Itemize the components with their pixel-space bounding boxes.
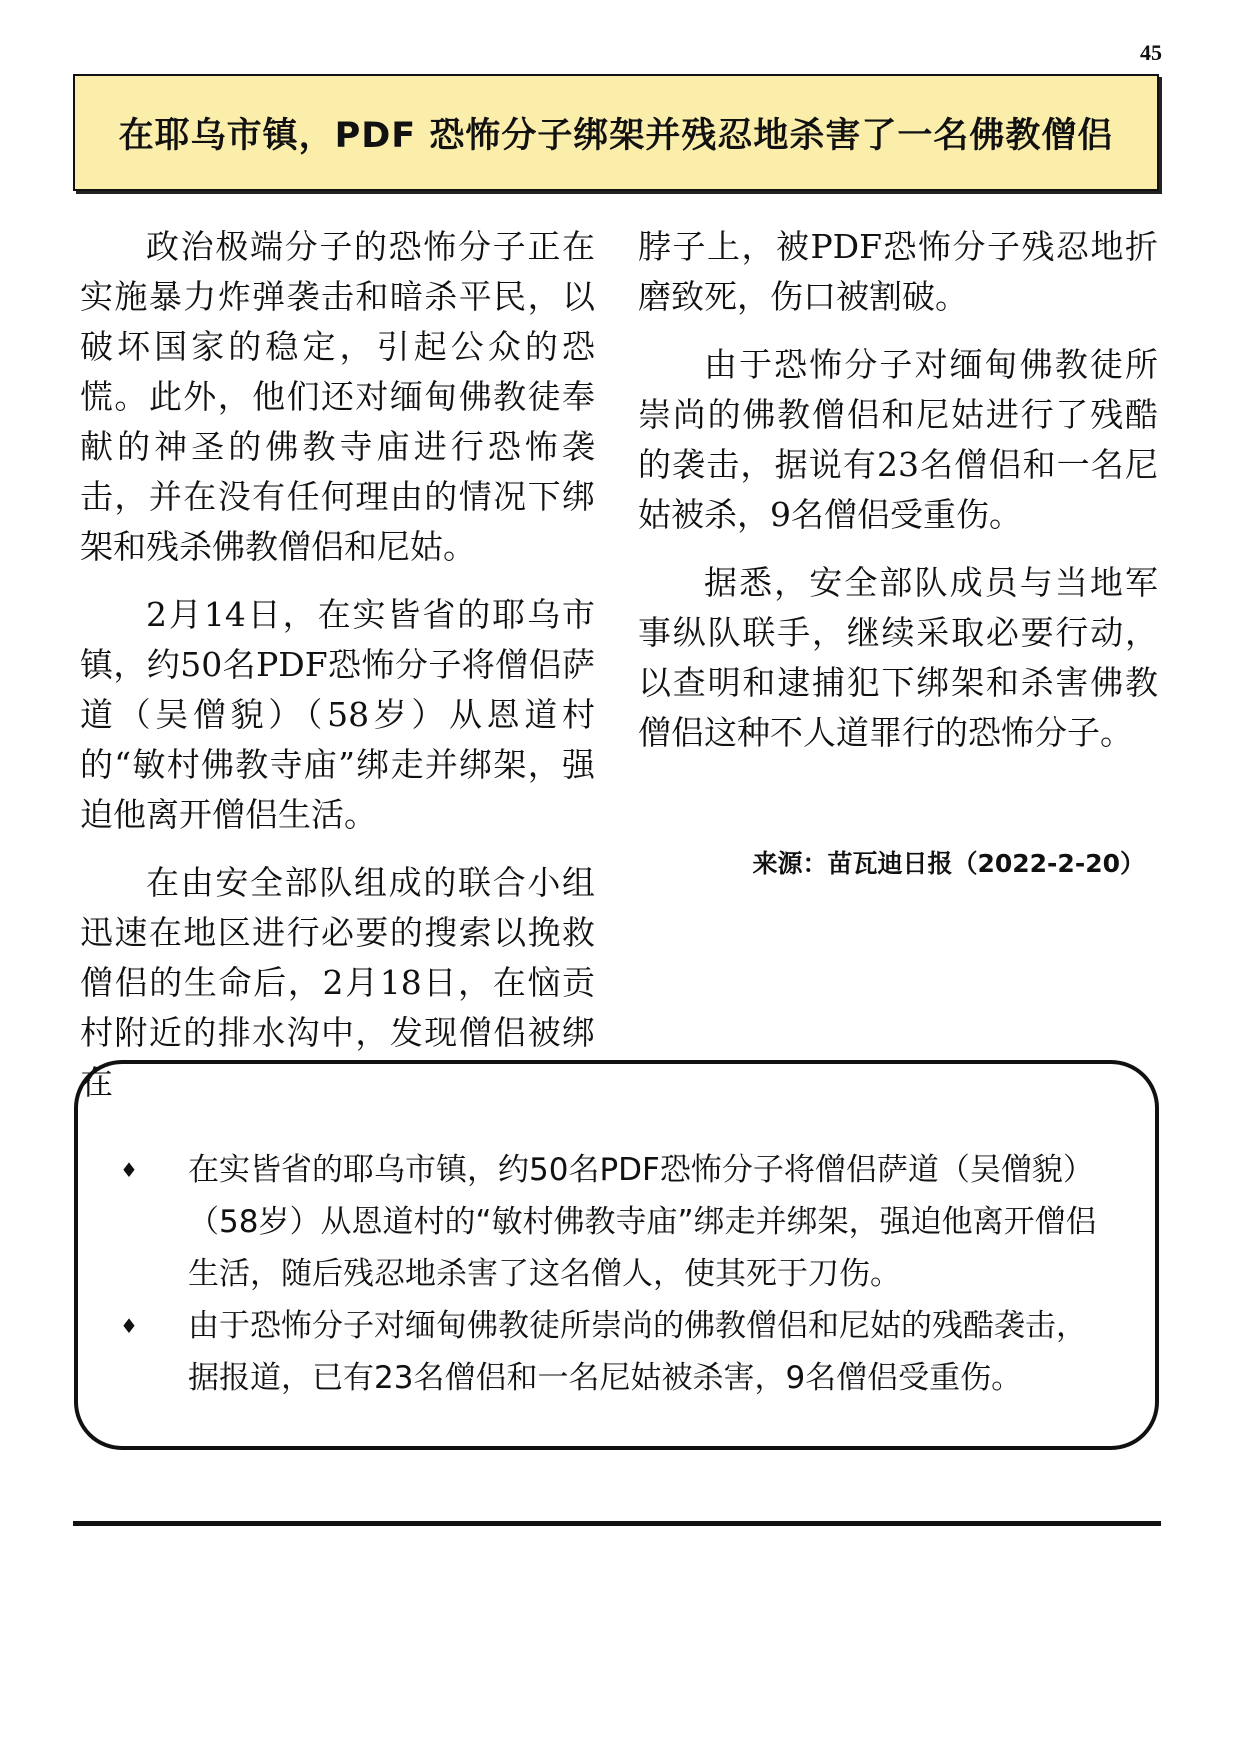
summary-item: [108, 1144, 1115, 1300]
paragraph: 政治极端分子的恐怖分子正在实施暴力炸弹袭击和暗杀平民，以破坏国家的稳定，引起公众的恐慌。此外，他们还对缅甸佛教徒奉献的神圣的佛教寺庙进行恐怖袭击，并在没有任何理由的情况下绑架和残杀佛教僧侣和尼姑。: [80, 227, 595, 566]
summary-item: [108, 1300, 1115, 1404]
summary-item-text: 由于恐怖分子对缅甸佛教徒所崇尚的佛教僧侣和尼姑的残酷袭击，据报道，已有23名僧侣和一名尼姑被杀害，9名僧侣受重伤。: [188, 1308, 1087, 1396]
left-column: [80, 222, 595, 1126]
diamond-bullet-icon: ♦: [120, 1314, 138, 1338]
summary-box: [74, 1060, 1159, 1450]
summary-item-text: 在实皆省的耶乌市镇，约50名PDF恐怖分子将僧侣萨道（吴僧貌）（58岁）从恩道村的“敏村佛教寺庙”绑走并绑架，强迫他离开僧侣生活，随后残忍地杀害了这名僧人，使其死于刀伤。: [188, 1152, 1097, 1292]
right-column: [638, 222, 1158, 776]
summary-list: [108, 1144, 1115, 1404]
page-number: 45: [1140, 40, 1162, 65]
paragraph: 在由安全部队组成的联合小组迅速在地区进行必要的搜索以挽救僧侣的生命后，2月18日，在恼贡村附近的排水沟中，发现僧侣被绑在: [80, 863, 595, 1102]
paragraph: 据悉，安全部队成员与当地军事纵队联手，继续采取必要行动，以查明和逮捕犯下绑架和杀害佛教僧侣这种不人道罪行的恐怖分子。: [638, 563, 1158, 752]
title-banner: [73, 74, 1159, 191]
source-citation: 来源：苗瓦迪日报（2022-2-20）: [752, 849, 1145, 878]
paragraph: 由于恐怖分子对缅甸佛教徒所崇尚的佛教僧侣和尼姑进行了残酷的袭击，据说有23名僧侣和一名尼姑被杀，9名僧侣受重伤。: [638, 345, 1158, 534]
bottom-divider: [73, 1521, 1161, 1526]
diamond-bullet-icon: ♦: [120, 1158, 138, 1182]
article-title: 在耶乌市镇，PDF 恐怖分子绑架并残忍地杀害了一名佛教僧侣: [118, 115, 1114, 156]
paragraph: 2月14日，在实皆省的耶乌市镇，约50名PDF恐怖分子将僧侣萨道（吴僧貌）（58岁）从恩道村的“敏村佛教寺庙”绑走并绑架，强迫他离开僧侣生活。: [80, 595, 595, 834]
paragraph-continued: 脖子上，被PDF恐怖分子残忍地折磨致死，伤口被割破。: [638, 227, 1158, 316]
